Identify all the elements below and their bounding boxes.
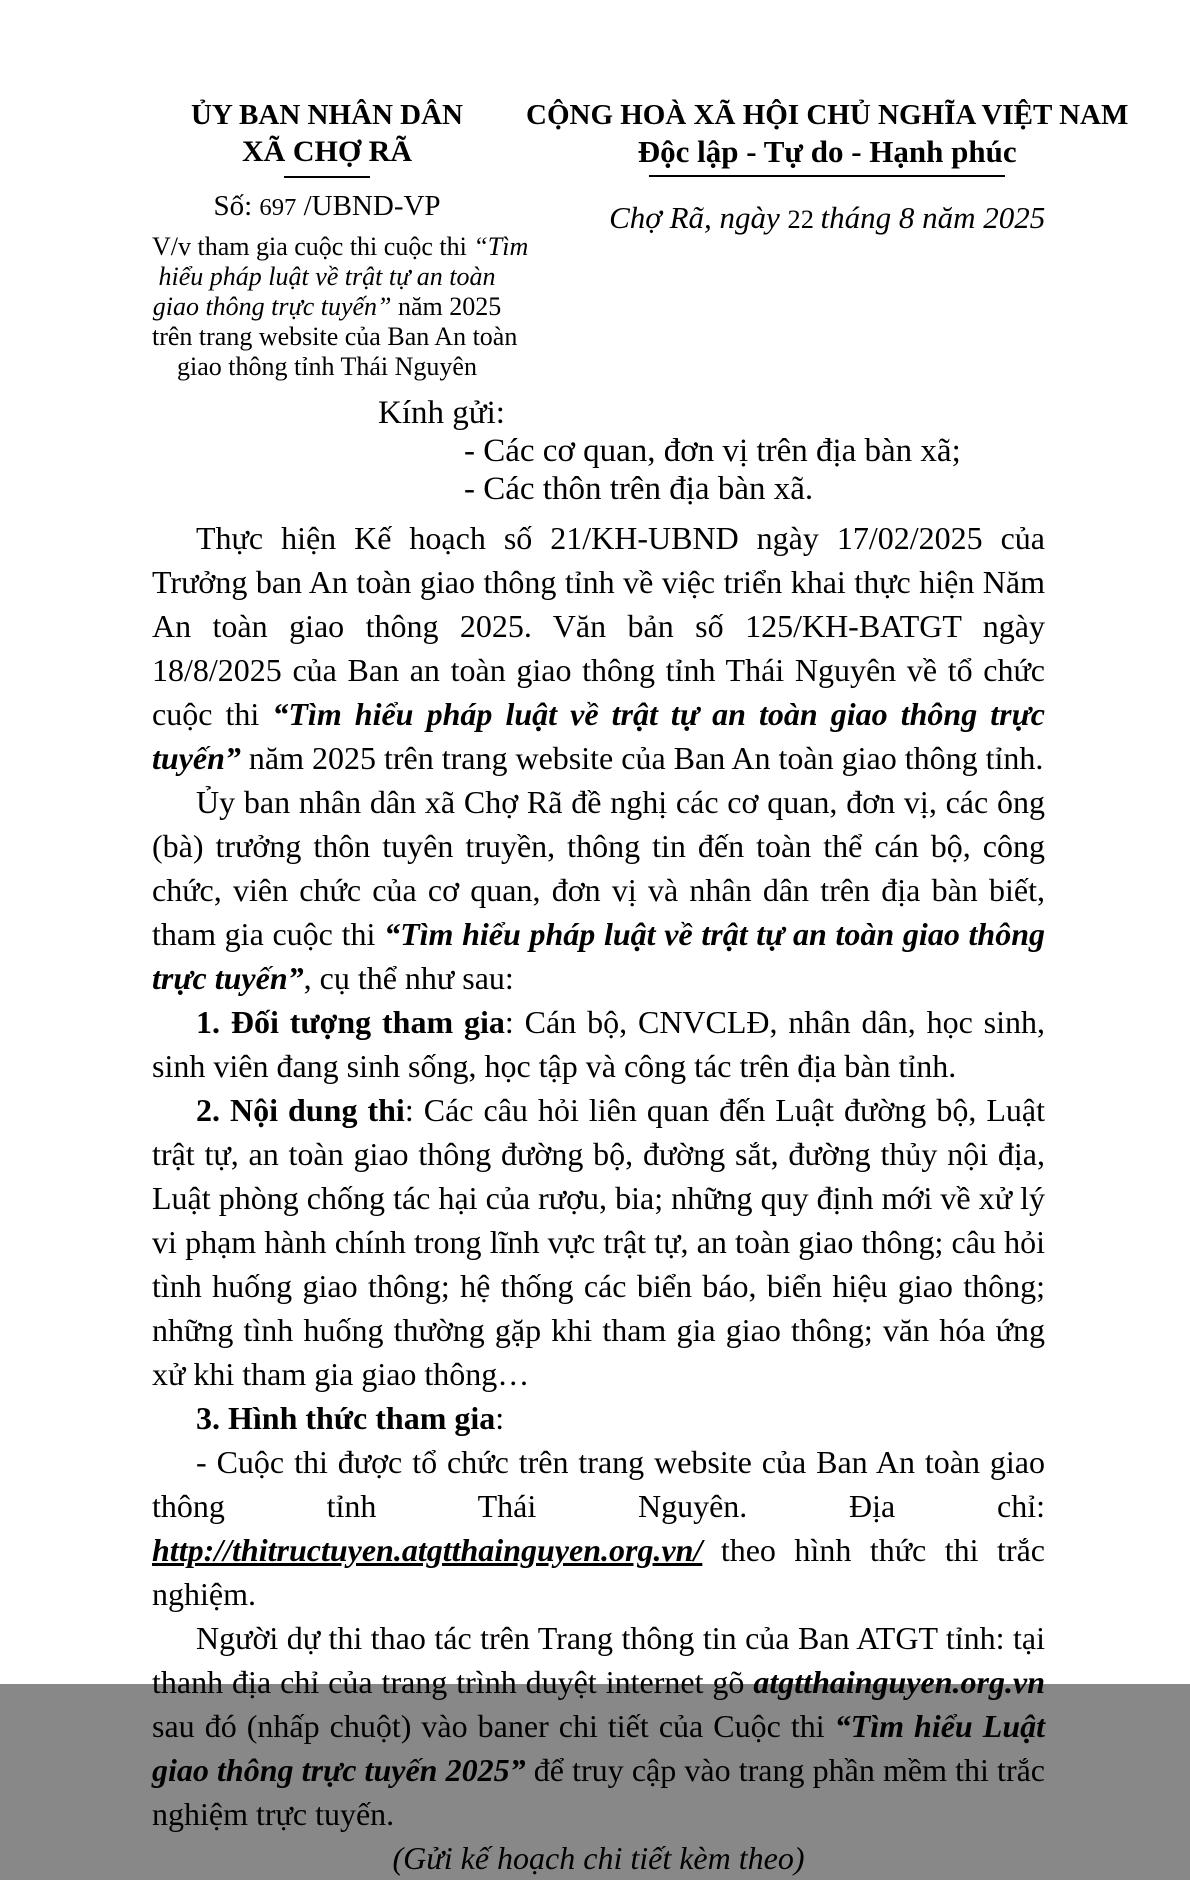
text-run: Người dự thi thao tác trên Trang thông tin của Ban ATGT tỉnh: tại thanh địa chỉ của trang trình duyệt internet gõ [152, 1620, 1045, 1700]
text-run: V/v tham gia cuộc thi cuộc thi [152, 232, 474, 261]
subject-block [152, 232, 529, 382]
paragraph-7 [152, 1616, 1045, 1836]
text-run: “Tìm [473, 232, 529, 261]
national-motto-line1: CỘNG HOÀ XÃ HỘI CHỦ NGHĨA VIỆT NAM [526, 99, 1129, 131]
text-run: 22 [787, 205, 821, 234]
paragraph-4 [152, 1088, 1045, 1396]
document-header [152, 98, 1129, 382]
place-and-date [526, 199, 1128, 239]
paragraph-8 [152, 1836, 1045, 1880]
text-run: 3. Hình thức tham gia [196, 1400, 496, 1436]
text-run: Thực hiện Kế hoạch số 21/KH-UBND ngày 17/02/2025 của Trưởng ban An toàn giao thông tỉnh về việc triển khai thực hiện Năm An toàn giao thông 2025. Văn bản số 125/KH-BATGT ngày 18/8/2025 của Ban an toàn giao thông tỉnh Thái Nguyên về tổ chức cuộc thi [152, 520, 1045, 732]
text-run: : [495, 1400, 505, 1436]
document-link[interactable]: http://thitructuyen.atgtthainguyen.org.vn/ [152, 1532, 703, 1568]
text-run: năm 2025 [391, 292, 502, 321]
text-run: sau đó (nhấp chuột) vào baner chi tiết của Cuộc thi [152, 1708, 835, 1744]
paragraph-3 [152, 1000, 1045, 1088]
issuer-divider [284, 176, 370, 178]
text-run: tháng 8 năm 2025 [820, 200, 1046, 235]
recipient-list [464, 432, 1045, 508]
text-run: 2. Nội dung thi [196, 1092, 405, 1128]
text-run: giao thông trực tuyến” [152, 292, 392, 321]
paragraph-1 [152, 516, 1045, 780]
issuer-unit-name: XÃ CHỢ RÃ [242, 135, 412, 168]
text-run: “Tìm hiểu pháp luật về trật tự an toàn giao thông trực tuyến” [152, 916, 1046, 996]
national-header-block [502, 98, 1128, 239]
text-run: 697 [259, 194, 297, 221]
text-run: giao thông tỉnh Thái Nguyên [177, 352, 477, 381]
text-run: “Tìm hiểu Luật giao thông trực tuyến 2025” [152, 1708, 1046, 1788]
text-run: Số: [213, 190, 260, 222]
national-motto-line2: Độc lập - Tự do - Hạnh phúc [637, 134, 1017, 169]
recipient-line: - Các cơ quan, đơn vị trên địa bàn xã; [464, 433, 961, 469]
subject-line-1 [152, 232, 529, 262]
paragraph-5 [152, 1396, 1045, 1440]
paragraph-6 [152, 1440, 1045, 1616]
text-run: “Tìm hiểu pháp luật về trật tự an toàn giao thông trực tuyến” [152, 696, 1046, 776]
subject-line-3 [152, 292, 502, 322]
document-body [152, 516, 1045, 1880]
text-run: atgtthainguyen.org.vn [753, 1664, 1045, 1700]
recipient-line: - Các thôn trên địa bàn xã. [464, 471, 814, 507]
salutation-label: Kính gửi: [378, 395, 505, 431]
text-run: hiểu pháp luật về trật tự an toàn [158, 262, 496, 291]
text-run: Chợ Rã, ngày [609, 200, 788, 235]
text-run: 1. Đối tượng tham gia [196, 1004, 505, 1040]
text-run: trên trang website của Ban An toàn [152, 322, 518, 351]
subject-line-5 [152, 352, 502, 382]
text-run: (Gửi kế hoạch chi tiết kèm theo) [392, 1840, 805, 1876]
document-number [152, 188, 502, 226]
text-run: theo hình thức thi trắc nghiệm. [152, 1532, 1045, 1612]
text-run: năm 2025 trên trang website của Ban An toàn giao thông tỉnh. [240, 740, 1044, 776]
text-run: : Cán bộ, CNVCLĐ, nhân dân, học sinh, sinh viên đang sinh sống, học tập và công tác trên địa bàn tỉnh. [152, 1004, 1046, 1084]
text-run: Ủy ban nhân dân xã Chợ Rã đề nghị các cơ quan, đơn vị, các ông (bà) trưởng thôn tuyên truyền, thông tin đến toàn thể cán bộ, công chức, viên chức của cơ quan, đơn vị và nhân dân trên địa bàn biết, tham gia cuộc thi [152, 784, 1045, 952]
text-run: , cụ thể như sau: [303, 960, 514, 996]
paragraph-2 [152, 780, 1045, 1000]
text-run: : Các câu hỏi liên quan đến Luật đường bộ, Luật trật tự, an toàn giao thông đường bộ, đường sắt, đường thủy nội địa, Luật phòng chống tác hại của rượu, bia; những quy định mới về xử lý vi phạm hành chính trong lĩnh vực trật tự, an toàn giao thông; câu hỏi tình huống giao thông; hệ thống các biển báo, biển hiệu giao thông; những tình huống thường gặp khi tham gia giao thông; văn hóa ứng xử khi tham gia giao thông… [152, 1092, 1046, 1392]
motto-divider [649, 175, 1005, 177]
salutation-block [152, 394, 1045, 508]
text-run: để truy cập vào trang phần mềm thi trắc nghiệm trực tuyến. [152, 1752, 1046, 1832]
issuer-org-name: ỦY BAN NHÂN DÂN [190, 99, 463, 131]
text-run: /UBND-VP [296, 190, 441, 222]
text-run: - Cuộc thi được tổ chức trên trang website của Ban An toàn giao thông tỉnh Thái Nguyên. Địa chỉ: [152, 1444, 1045, 1524]
issuer-block [152, 98, 529, 382]
subject-line-2 [152, 262, 502, 292]
subject-line-4 [152, 322, 518, 352]
